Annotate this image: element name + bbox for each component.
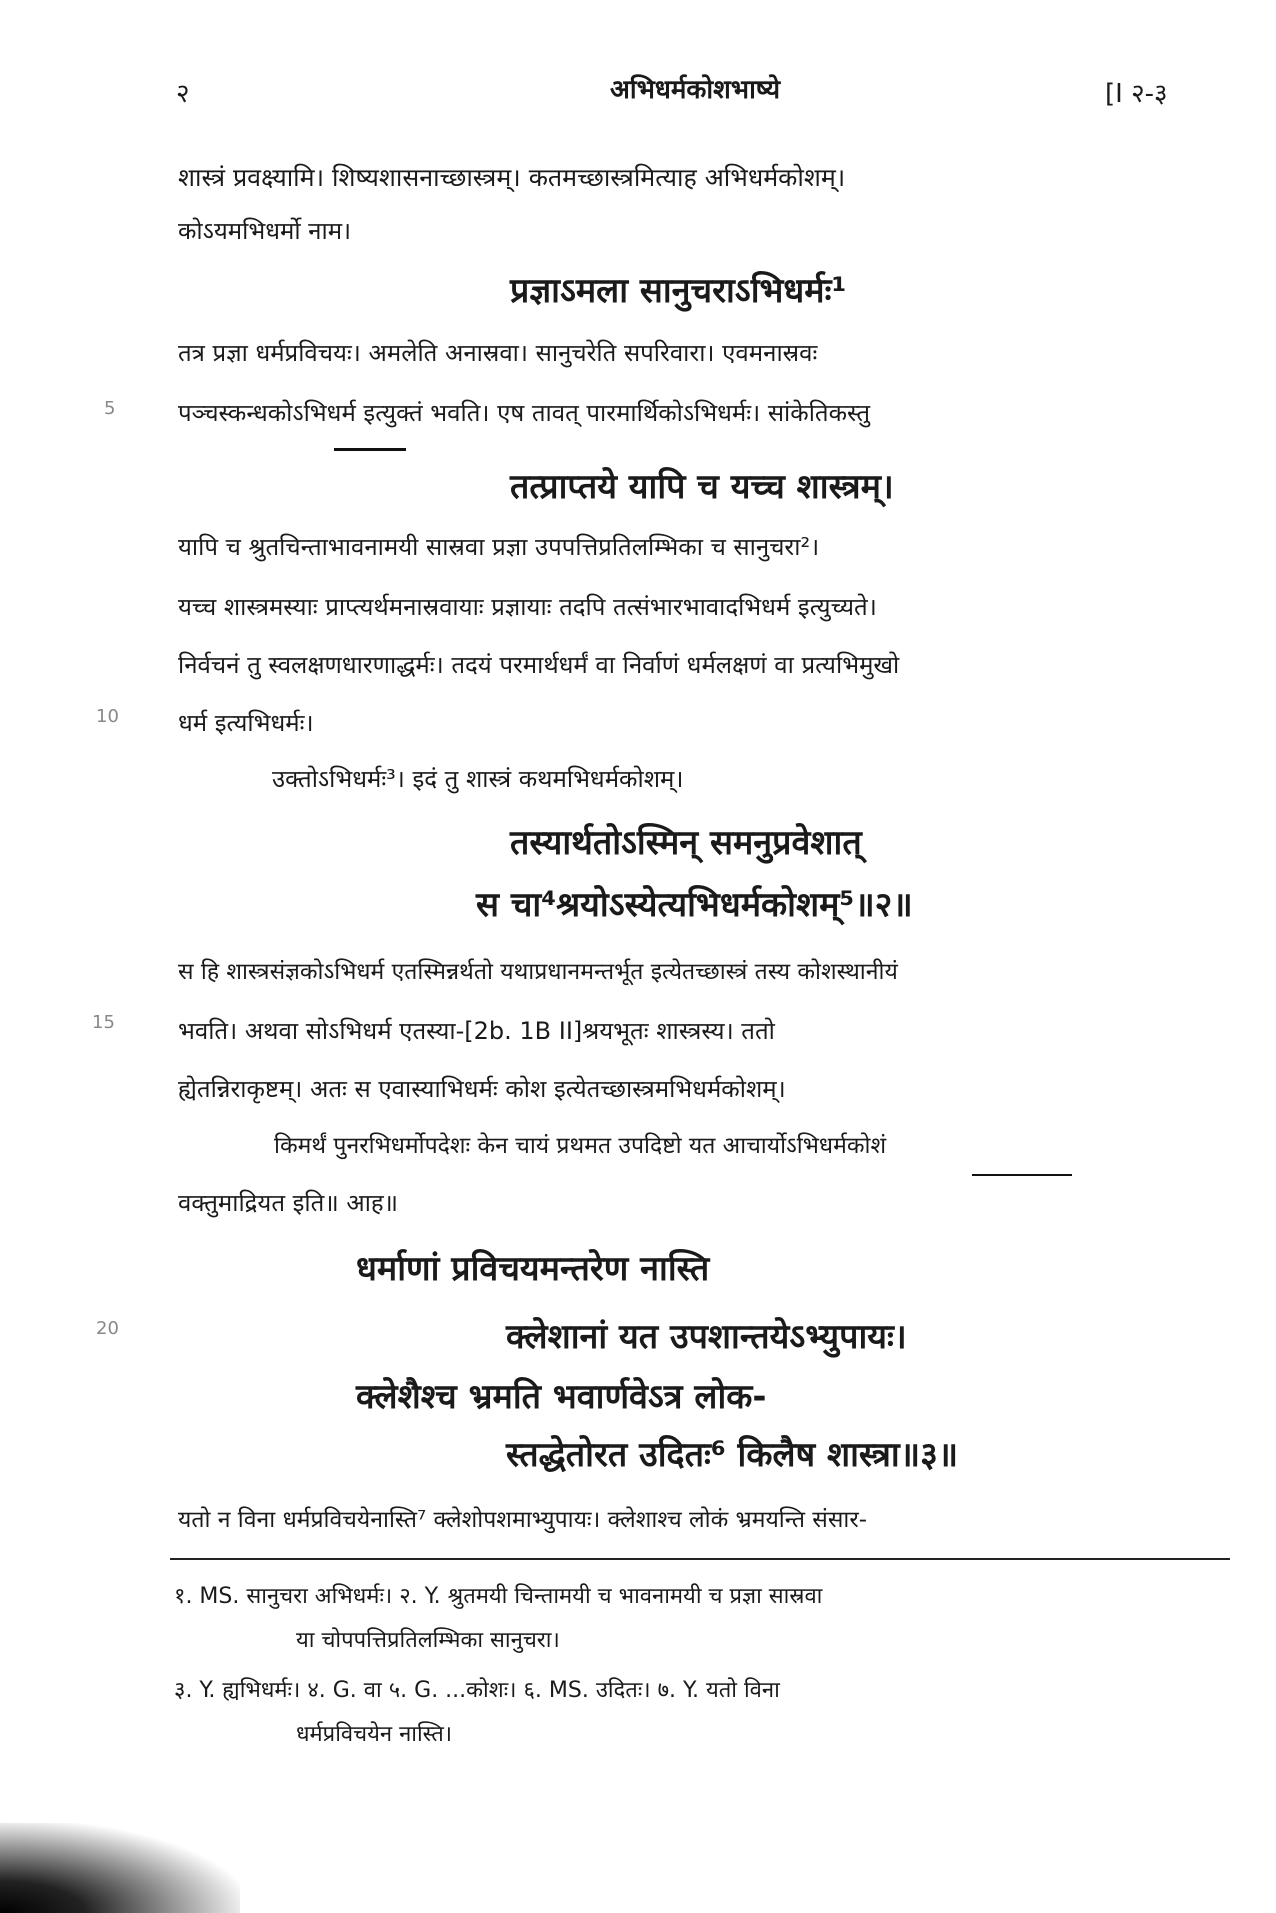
text-line: कोऽयमभिधर्मो नाम। xyxy=(178,217,352,245)
footnote-line: १. MS. सानुचरा अभिधर्मः। २. Y. श्रुतमयी चिन्तामयी च भावनामयी च प्रज्ञा सास्रवा xyxy=(174,1584,823,1609)
text-line: किमर्थं पुनरभिधर्मोपदेशः केन चायं प्रथमत उपदिष्टो यत आचार्योऽभिधर्मकोशं xyxy=(274,1133,887,1159)
footnote-line: धर्मप्रविचयेन नास्ति। xyxy=(296,1722,453,1747)
text-line: तत्र प्रज्ञा धर्मप्रविचयः। अमलेति अनास्रवा। सानुचरेति सपरिवारा। एवमनास्रवः xyxy=(178,339,818,367)
text-line: यतो न विना धर्मप्रविचयेनास्ति⁷ क्लेशोपशमाभ्युपायः। क्लेशाश्च लोकं भ्रमयन्ति संसार- xyxy=(178,1507,868,1533)
margin-line-number: 5 xyxy=(104,398,116,419)
verse-line: तस्यार्थतोऽस्मिन् समनुप्रवेशात् xyxy=(510,823,862,863)
text-line: स हि शास्त्रसंज्ञकोऽभिधर्म एतस्मिन्नर्थतो यथाप्रधानमन्तर्भूत इत्येतच्छास्त्रं तस्य कोशस्थानीयं xyxy=(178,959,898,985)
text-line: पञ्चस्कन्धकोऽभिधर्म इत्युक्तं भवति। एष तावत् पारमार्थिकोऽभिधर्मः। सांकेतिकस्तु xyxy=(178,399,871,427)
margin-line-number: 15 xyxy=(92,1012,115,1033)
footnote-line: या चोपपत्तिप्रतिलम्भिका सानुचरा। xyxy=(296,1628,560,1653)
text-line: निर्वचनं तु स्वलक्षणधारणाद्धर्मः। तदयं परमार्थधर्मं वा निर्वाणं धर्मलक्षणं वा प्रत्यभिमुखो xyxy=(178,651,900,679)
margin-line-number: 20 xyxy=(96,1318,119,1339)
margin-line-number: 10 xyxy=(96,706,119,727)
text-line: शास्त्रं प्रवक्ष्यामि। शिष्यशासनाच्छास्त्रम्। कतमच्छास्त्रमित्याह अभिधर्मकोशम्। xyxy=(178,163,846,192)
text-line: धर्म इत्यभिधर्मः। xyxy=(178,709,314,737)
page-number: २ xyxy=(176,79,190,109)
running-title: अभिधर्मकोशभाष्ये xyxy=(610,75,781,105)
text-line: भवति। अथवा सोऽभिधर्म एतस्या-[2b. 1B II]श्रयभूतः शास्त्रस्य। ततो xyxy=(178,1017,775,1045)
text-line: यच्च शास्त्रमस्याः प्राप्त्यर्थमनास्रवायाः प्रज्ञायाः तदपि तत्संभारभावादभिधर्म इत्युच्यते। xyxy=(178,593,877,621)
text-line: वक्तुमाद्रियत इति॥ आह॥ xyxy=(178,1189,398,1217)
text-line: उक्तोऽभिधर्मः³। इदं तु शास्त्रं कथमभिधर्मकोशम्। xyxy=(272,765,684,793)
verse-line: स चा⁴श्रयोऽस्येत्यभिधर्मकोशम्⁵॥२॥ xyxy=(476,885,913,925)
text-line: यापि च श्रुतचिन्ताभावनामयी सास्रवा प्रज्ञा उपपत्तिप्रतिलम्भिका च सानुचरा²। xyxy=(178,533,820,561)
verse-line: धर्माणां प्रविचयमन्तरेण नास्ति xyxy=(356,1249,710,1289)
verse-line: स्तद्धेतोरत उदितः⁶ किलैष शास्त्रा॥३॥ xyxy=(506,1435,959,1475)
section-reference: [I २-३ xyxy=(1105,79,1168,109)
footnote-rule xyxy=(170,1558,1230,1560)
text-line: ह्येतन्निराकृष्टम्। अतः स एवास्याभिधर्मः कोश इत्येतच्छास्त्रमभिधर्मकोशम्। xyxy=(178,1075,786,1103)
verse-line: क्लेशैश्च भ्रमति भवार्णवेऽत्र लोक- xyxy=(356,1377,767,1417)
underline-mark xyxy=(334,448,406,451)
verse-line: तत्प्राप्तये यापि च यच्च शास्त्रम्। xyxy=(510,467,894,507)
underline-mark xyxy=(972,1174,1072,1176)
footnote-line: ३. Y. ह्यभिधर्मः। ४. G. वा ५. G. ...कोशः। ६. MS. उदितः। ७. Y. यतो विना xyxy=(174,1678,780,1703)
scan-edge-shadow xyxy=(0,1823,240,1913)
verse-line: क्लेशानां यत उपशान्तयेऽभ्युपायः। xyxy=(506,1317,907,1357)
verse-line: प्रज्ञाऽमला सानुचराऽभिधर्मः¹ xyxy=(510,271,847,311)
